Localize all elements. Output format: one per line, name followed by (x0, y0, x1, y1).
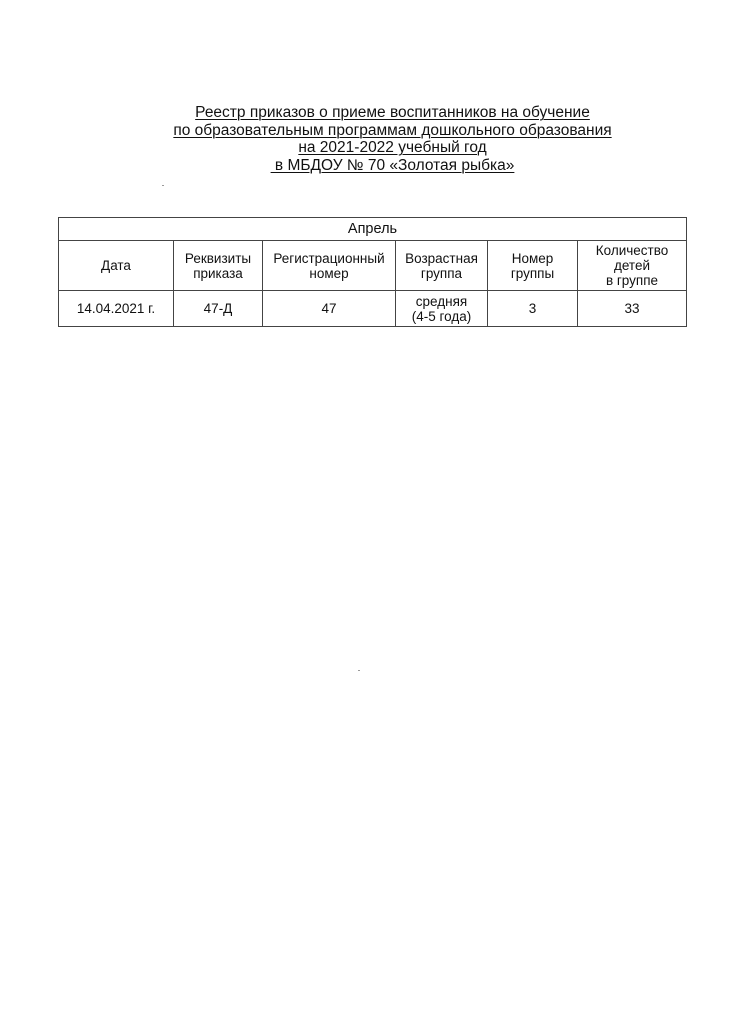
header-age-group-line-1: Возрастная (405, 250, 478, 266)
header-children-count (578, 241, 687, 291)
cell-order: 47-Д (174, 291, 263, 327)
title-line-4: в МБДОУ № 70 «Золотая рыбка» (270, 156, 515, 174)
title-line-1: Реестр приказов о приеме воспитанников на обучение (195, 104, 590, 121)
title-line-2: по образовательным программам дошкольного образования (173, 121, 612, 139)
month-row (59, 218, 687, 241)
orders-registry-table (58, 217, 687, 327)
header-children-count-line-2: детей (613, 258, 651, 273)
header-registration-number (263, 241, 396, 291)
header-date-text: Дата (101, 258, 131, 273)
header-date (59, 241, 174, 291)
title-line-3: на 2021-2022 учебный год (298, 139, 487, 156)
document-title (0, 104, 745, 174)
header-group-number-line-2: группы (510, 265, 555, 281)
header-children-count-line-1: Количество (595, 243, 669, 258)
table-header-row (59, 241, 687, 291)
header-registration-number-line-2: номер (309, 265, 349, 281)
header-order-details-line-1: Реквизиты (184, 250, 252, 266)
header-children-count-line-3: в группе (605, 273, 659, 288)
header-group-number-line-1: Номер (511, 250, 554, 266)
cell-age-group (396, 291, 488, 327)
cell-date: 14.04.2021 г. (59, 291, 174, 327)
header-group-number (488, 241, 578, 291)
table-row (59, 291, 687, 327)
header-age-group-line-2: группа (420, 265, 463, 281)
header-order-details-line-2: приказа (193, 265, 243, 281)
header-age-group (396, 241, 488, 291)
header-order-details (174, 241, 263, 291)
cell-age-group-line-1: средняя (415, 293, 468, 309)
cell-registration-number: 47 (263, 291, 396, 327)
cell-children-count: 33 (578, 291, 687, 327)
cell-age-group-line-2: (4-5 года) (411, 308, 472, 324)
cell-group-number: 3 (488, 291, 578, 327)
scan-speck (162, 185, 164, 186)
month-label: Апрель (59, 218, 687, 241)
header-registration-number-line-1: Регистрационный (273, 250, 385, 266)
scan-speck (358, 670, 360, 671)
